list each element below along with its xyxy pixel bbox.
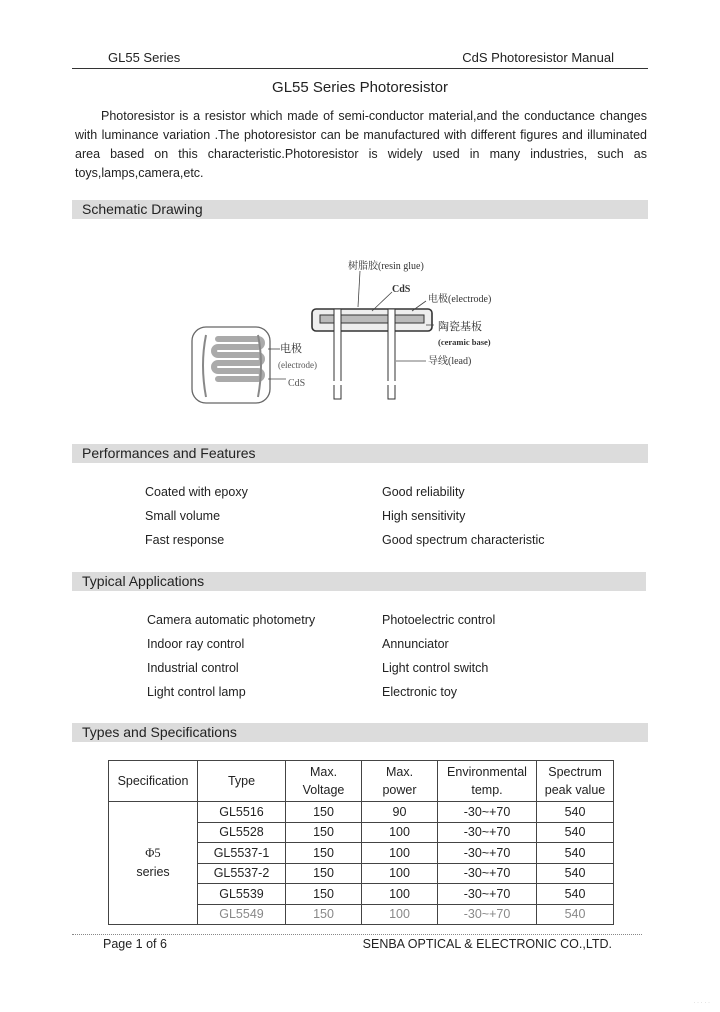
header-max-power: Max. power — [362, 761, 438, 802]
page-title: GL55 Series Photoresistor — [272, 79, 448, 96]
temp-cell: -30~+70 — [438, 904, 537, 925]
temp-cell: -30~+70 — [438, 822, 537, 843]
temp-cell: -30~+70 — [438, 863, 537, 884]
voltage-cell: 150 — [286, 884, 362, 905]
power-cell: 100 — [362, 884, 438, 905]
header-series: GL55 Series — [108, 50, 181, 65]
feature-item: Coated with epoxy — [145, 485, 248, 499]
spec-header-row — [109, 761, 614, 802]
feature-item: Small volume — [145, 509, 221, 523]
section-performance: Performances and Features — [72, 444, 648, 463]
power-cell: 100 — [362, 904, 438, 925]
cds-serpentine-track — [214, 339, 262, 379]
application-item: Light control lamp — [147, 685, 246, 699]
peak-cell: 540 — [537, 822, 614, 843]
application-item: Photoelectric control — [382, 613, 496, 627]
header-divider — [72, 68, 648, 69]
header-spectrum-peak: Spectrum peak value — [537, 761, 614, 802]
voltage-cell: 150 — [286, 904, 362, 925]
type-cell: GL5537-2 — [198, 863, 286, 884]
type-cell: GL5516 — [198, 802, 286, 823]
peak-cell: 540 — [537, 904, 614, 925]
type-cell: GL5539 — [198, 884, 286, 905]
type-cell: GL5549 — [198, 904, 286, 925]
table-row — [109, 802, 614, 823]
label-lead: 导线(lead) — [428, 356, 472, 367]
section-types: Types and Specifications — [72, 723, 648, 742]
lead-left — [334, 309, 341, 399]
voltage-cell: 150 — [286, 843, 362, 864]
application-item: Industrial control — [147, 661, 239, 675]
temp-cell: -30~+70 — [438, 884, 537, 905]
voltage-cell: 150 — [286, 822, 362, 843]
label-cds-top: CdS — [392, 284, 411, 295]
feature-item: Fast response — [145, 533, 225, 547]
label-electrode-left-en: (electrode) — [278, 360, 317, 370]
application-item: Electronic toy — [382, 685, 458, 699]
temp-cell: -30~+70 — [438, 802, 537, 823]
label-electrode-right: 电极(electrode) — [428, 294, 492, 305]
header-type: Type — [198, 761, 286, 802]
application-item: Indoor ray control — [147, 637, 245, 651]
label-resin-glue: 树脂胶(resin glue) — [348, 261, 424, 272]
spec-group-cell: Φ5 series — [109, 802, 198, 925]
label-ceramic-cn: 陶瓷基板 — [438, 321, 482, 333]
section-applications: Typical Applications — [72, 572, 646, 591]
peak-cell: 540 — [537, 802, 614, 823]
voltage-cell: 150 — [286, 863, 362, 884]
schematic-drawing — [180, 245, 520, 405]
power-cell: 100 — [362, 863, 438, 884]
feature-item: High sensitivity — [382, 509, 466, 523]
voltage-cell: 150 — [286, 802, 362, 823]
peak-cell: 540 — [537, 884, 614, 905]
application-item: Light control switch — [382, 661, 489, 675]
label-cds-left: CdS — [288, 378, 306, 389]
power-cell: 100 — [362, 843, 438, 864]
feature-item: Good reliability — [382, 485, 465, 499]
watermark: · · · · · — [693, 1000, 710, 1006]
header-specification: Specification — [109, 761, 198, 802]
intro-paragraph: Photoresistor is a resistor which made of semi-conductor material,and the conductance changes with luminance variation .The photoresistor can be manufactured with different figures and illuminated area based on this characteristic.Photoresistor is widely used in many industries, such as toys,lamps,camera,etc. — [75, 109, 647, 180]
feature-item: Good spectrum characteristic — [382, 533, 545, 547]
type-cell: GL5537-1 — [198, 843, 286, 864]
header-manual-title: CdS Photoresistor Manual — [462, 50, 614, 65]
peak-cell: 540 — [537, 863, 614, 884]
label-electrode-left-cn: 电极 — [280, 343, 302, 355]
lead-right — [388, 309, 395, 399]
power-cell: 90 — [362, 802, 438, 823]
header-max-voltage: Max. Voltage — [286, 761, 362, 802]
footer-divider — [72, 934, 642, 935]
spec-table — [108, 760, 614, 925]
peak-cell: 540 — [537, 843, 614, 864]
application-item: Annunciator — [382, 637, 449, 651]
application-item: Camera automatic photometry — [147, 613, 316, 627]
temp-cell: -30~+70 — [438, 843, 537, 864]
page-number: Page 1 of 6 — [103, 937, 167, 951]
type-cell: GL5528 — [198, 822, 286, 843]
section-schematic: Schematic Drawing — [72, 200, 648, 219]
label-ceramic-en: (ceramic base) — [438, 337, 491, 347]
header-environmental-temp: Environmental temp. — [438, 761, 537, 802]
company-name: SENBA OPTICAL & ELECTRONIC CO.,LTD. — [362, 937, 612, 951]
power-cell: 100 — [362, 822, 438, 843]
